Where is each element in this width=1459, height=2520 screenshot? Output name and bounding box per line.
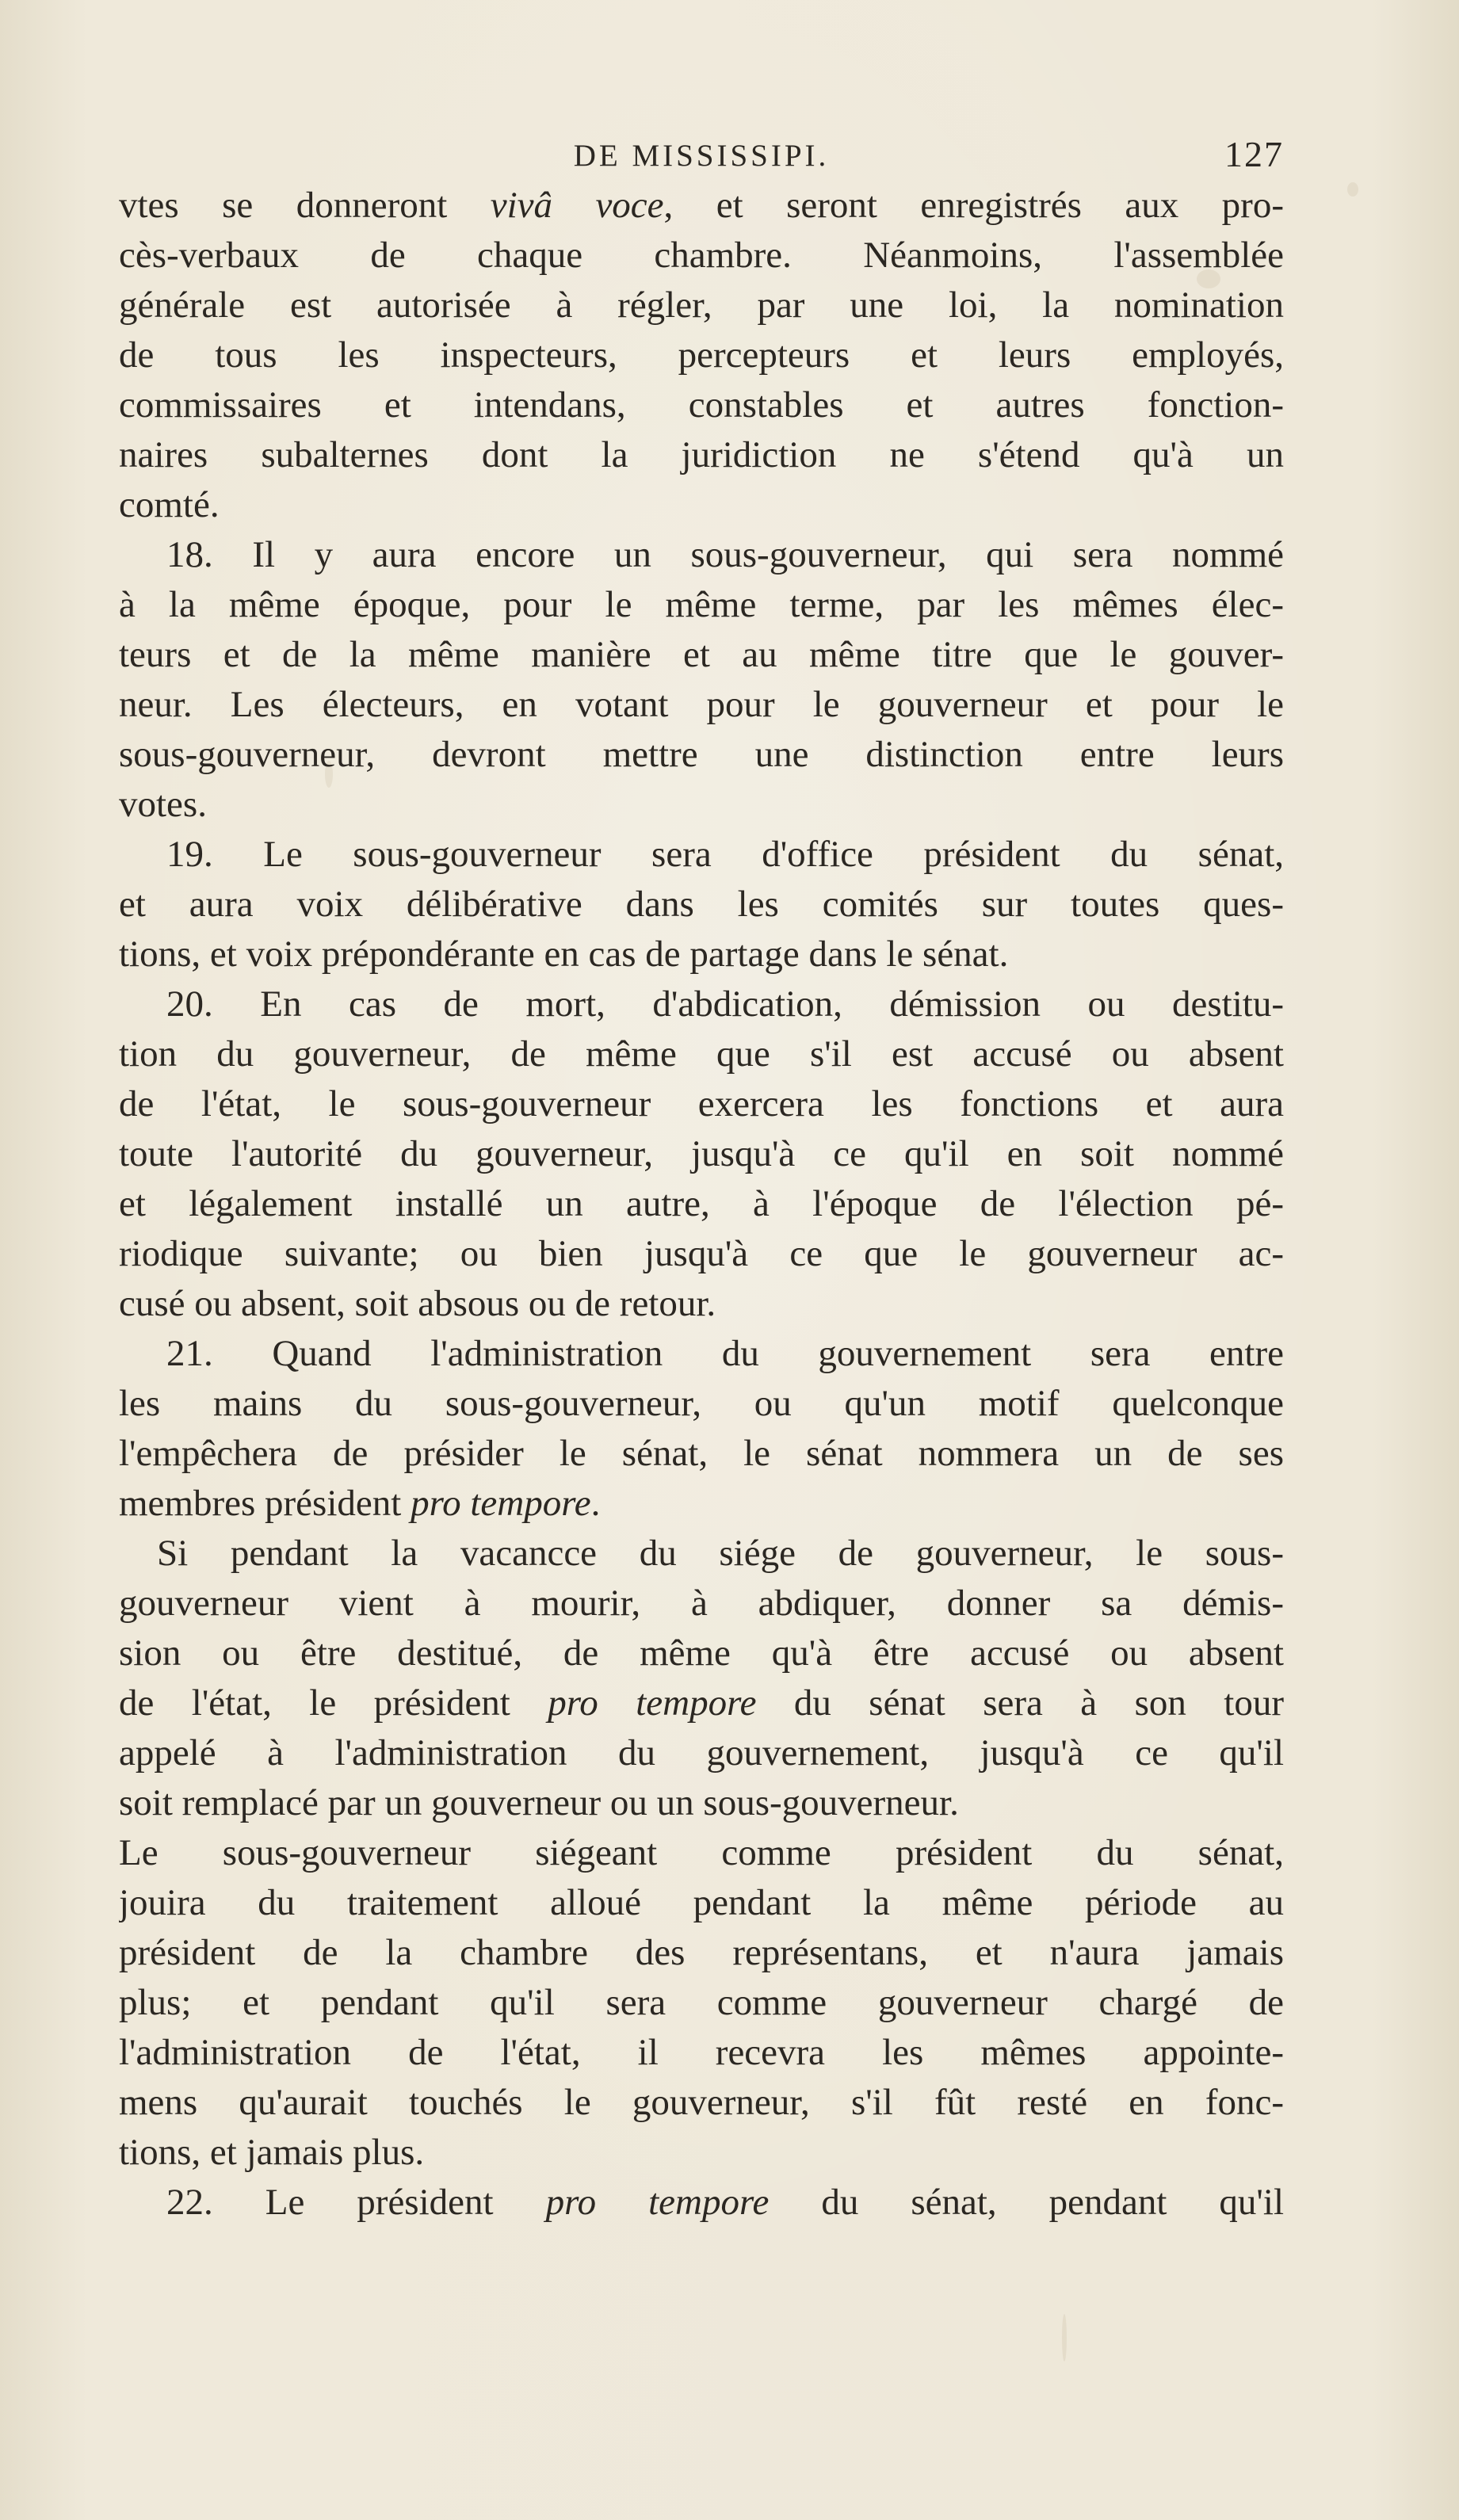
text-line [119, 930, 1284, 979]
line-text: cusé ou absent, soit absous ou de retour. [119, 1283, 716, 1324]
text-line [119, 2078, 1284, 2128]
line-text: plus; et pendant qu'il sera comme gouverneur chargé de [119, 1982, 1284, 2023]
page-header [119, 133, 1284, 181]
line-text: mens qu'aurait touchés le gouverneur, s'il fût resté en fonc- [119, 2082, 1284, 2123]
line-text: de l'état, le sous-gouverneur exercera les fonctions et aura [119, 1083, 1284, 1124]
text-line [119, 1329, 1284, 1379]
text-line [119, 630, 1284, 680]
line-text: 18. Il y aura encore un sous-gouverneur, qui sera nommé [166, 534, 1284, 575]
line-text: de l'état, le président [119, 1682, 548, 1724]
line-text: sous-gouverneur, devront mettre une distinction entre leurs [119, 734, 1284, 775]
line-text: 22. Le président [166, 2182, 546, 2223]
text-line [119, 1579, 1284, 1628]
text-line [119, 2028, 1284, 2078]
body-text [119, 181, 1284, 2228]
line-text: votes. [119, 784, 207, 825]
text-line [119, 1229, 1284, 1279]
text-line [119, 181, 1284, 231]
line-text: 19. Le sous-gouverneur sera d'office président du sénat, [166, 834, 1284, 875]
line-text-continued: . [590, 1483, 601, 1524]
line-text: appelé à l'administration du gouvernement, jusqu'à ce qu'il [119, 1732, 1284, 1774]
line-text: comté. [119, 484, 220, 525]
line-text: commissaires et intendans, constables et autres fonction- [119, 384, 1284, 426]
line-text: teurs et de la même manière et au même titre que le gouver- [119, 634, 1284, 675]
text-line [119, 780, 1284, 830]
line-text: les mains du sous-gouverneur, ou qu'un motif quelconque [119, 1383, 1284, 1424]
text-line [119, 1379, 1284, 1429]
text-line [119, 1479, 1284, 1529]
text-line [119, 430, 1284, 480]
text-line [119, 1828, 1284, 1878]
text-line [119, 231, 1284, 281]
line-text: générale est autorisée à régler, par une loi, la nomination [119, 284, 1284, 326]
page-number: 127 [1224, 134, 1284, 174]
paper-stain [1062, 2314, 1067, 2362]
text-line [119, 530, 1284, 580]
line-text: Si pendant la vacancce du siége de gouverneur, le sous- [157, 1533, 1284, 1574]
line-text: tions, et voix prépondérante en cas de partage dans le sénat. [119, 934, 1009, 975]
line-text: naires subalternes dont la juridiction ne s'étend qu'à un [119, 434, 1284, 475]
line-text: tion du gouverneur, de même que s'il est accusé ou absent [119, 1033, 1284, 1075]
text-line [119, 830, 1284, 880]
line-text-continued: du sénat, pendant qu'il [769, 2182, 1284, 2223]
italic-phrase: pro tempore [411, 1483, 591, 1524]
line-text: à la même époque, pour le même terme, par les mêmes élec- [119, 584, 1284, 625]
line-text: soit remplacé par un gouverneur ou un sous-gouverneur. [119, 1782, 959, 1823]
line-text: membres président [119, 1483, 411, 1524]
text-line [119, 480, 1284, 530]
paper-stain [1347, 182, 1358, 197]
line-text: neur. Les électeurs, en votant pour le gouverneur et pour le [119, 684, 1284, 725]
text-line [119, 1928, 1284, 1978]
line-text: l'empêchera de présider le sénat, le sénat nommera un de ses [119, 1433, 1284, 1474]
line-text: et légalement installé un autre, à l'époque de l'élection pé- [119, 1183, 1284, 1224]
text-line [119, 1778, 1284, 1828]
line-text: président de la chambre des représentans, et n'aura jamais [119, 1932, 1284, 1973]
line-text: de tous les inspecteurs, percepteurs et leurs employés, [119, 334, 1284, 376]
line-text: gouverneur vient à mourir, à abdiquer, donner sa démis- [119, 1583, 1284, 1624]
text-line [119, 1529, 1284, 1579]
line-text: 21. Quand l'administration du gouvernement sera entre [166, 1333, 1284, 1374]
text-line [119, 580, 1284, 630]
text-line [119, 1429, 1284, 1479]
text-line [119, 1179, 1284, 1229]
italic-phrase: vivâ voce [490, 185, 664, 226]
line-text: l'administration de l'état, il recevra les mêmes appointe- [119, 2032, 1284, 2073]
text-line [119, 1279, 1284, 1329]
text-line [119, 330, 1284, 380]
text-line [119, 1628, 1284, 1678]
line-text: sion ou être destitué, de même qu'à être accusé ou absent [119, 1632, 1284, 1674]
line-text: vtes se donneront [119, 185, 491, 226]
line-text: jouira du traitement alloué pendant la même période au [119, 1882, 1284, 1923]
text-line [119, 1129, 1284, 1179]
text-line [119, 2178, 1284, 2228]
running-head: DE MISSISSIPI. [573, 139, 830, 173]
line-text: toute l'autorité du gouverneur, jusqu'à ce qu'il en soit nommé [119, 1133, 1284, 1174]
text-line [119, 730, 1284, 780]
text-line [119, 1678, 1284, 1728]
italic-phrase: pro tempore [548, 1682, 757, 1724]
text-line [119, 680, 1284, 730]
line-text: Le sous-gouverneur siégeant comme président du sénat, [119, 1832, 1284, 1873]
line-text-continued: du sénat sera à son tour [756, 1682, 1284, 1724]
line-text: 20. En cas de mort, d'abdication, démission ou destitu- [166, 983, 1284, 1025]
text-line [119, 1728, 1284, 1778]
text-line [119, 880, 1284, 930]
text-line [119, 1029, 1284, 1079]
text-line [119, 281, 1284, 330]
line-text: riodique suivante; ou bien jusqu'à ce que le gouverneur ac- [119, 1233, 1284, 1274]
line-text: tions, et jamais plus. [119, 2132, 425, 2173]
line-text-continued: , et seront enregistrés aux pro- [663, 185, 1284, 226]
text-line [119, 380, 1284, 430]
line-text: cès-verbaux de chaque chambre. Néanmoins, l'assemblée [119, 235, 1284, 276]
line-text: et aura voix délibérative dans les comités sur toutes ques- [119, 884, 1284, 925]
italic-phrase: pro tempore [545, 2182, 770, 2223]
text-line [119, 1978, 1284, 2028]
text-line [119, 2128, 1284, 2178]
text-line [119, 1878, 1284, 1928]
text-line [119, 1079, 1284, 1129]
text-line [119, 979, 1284, 1029]
